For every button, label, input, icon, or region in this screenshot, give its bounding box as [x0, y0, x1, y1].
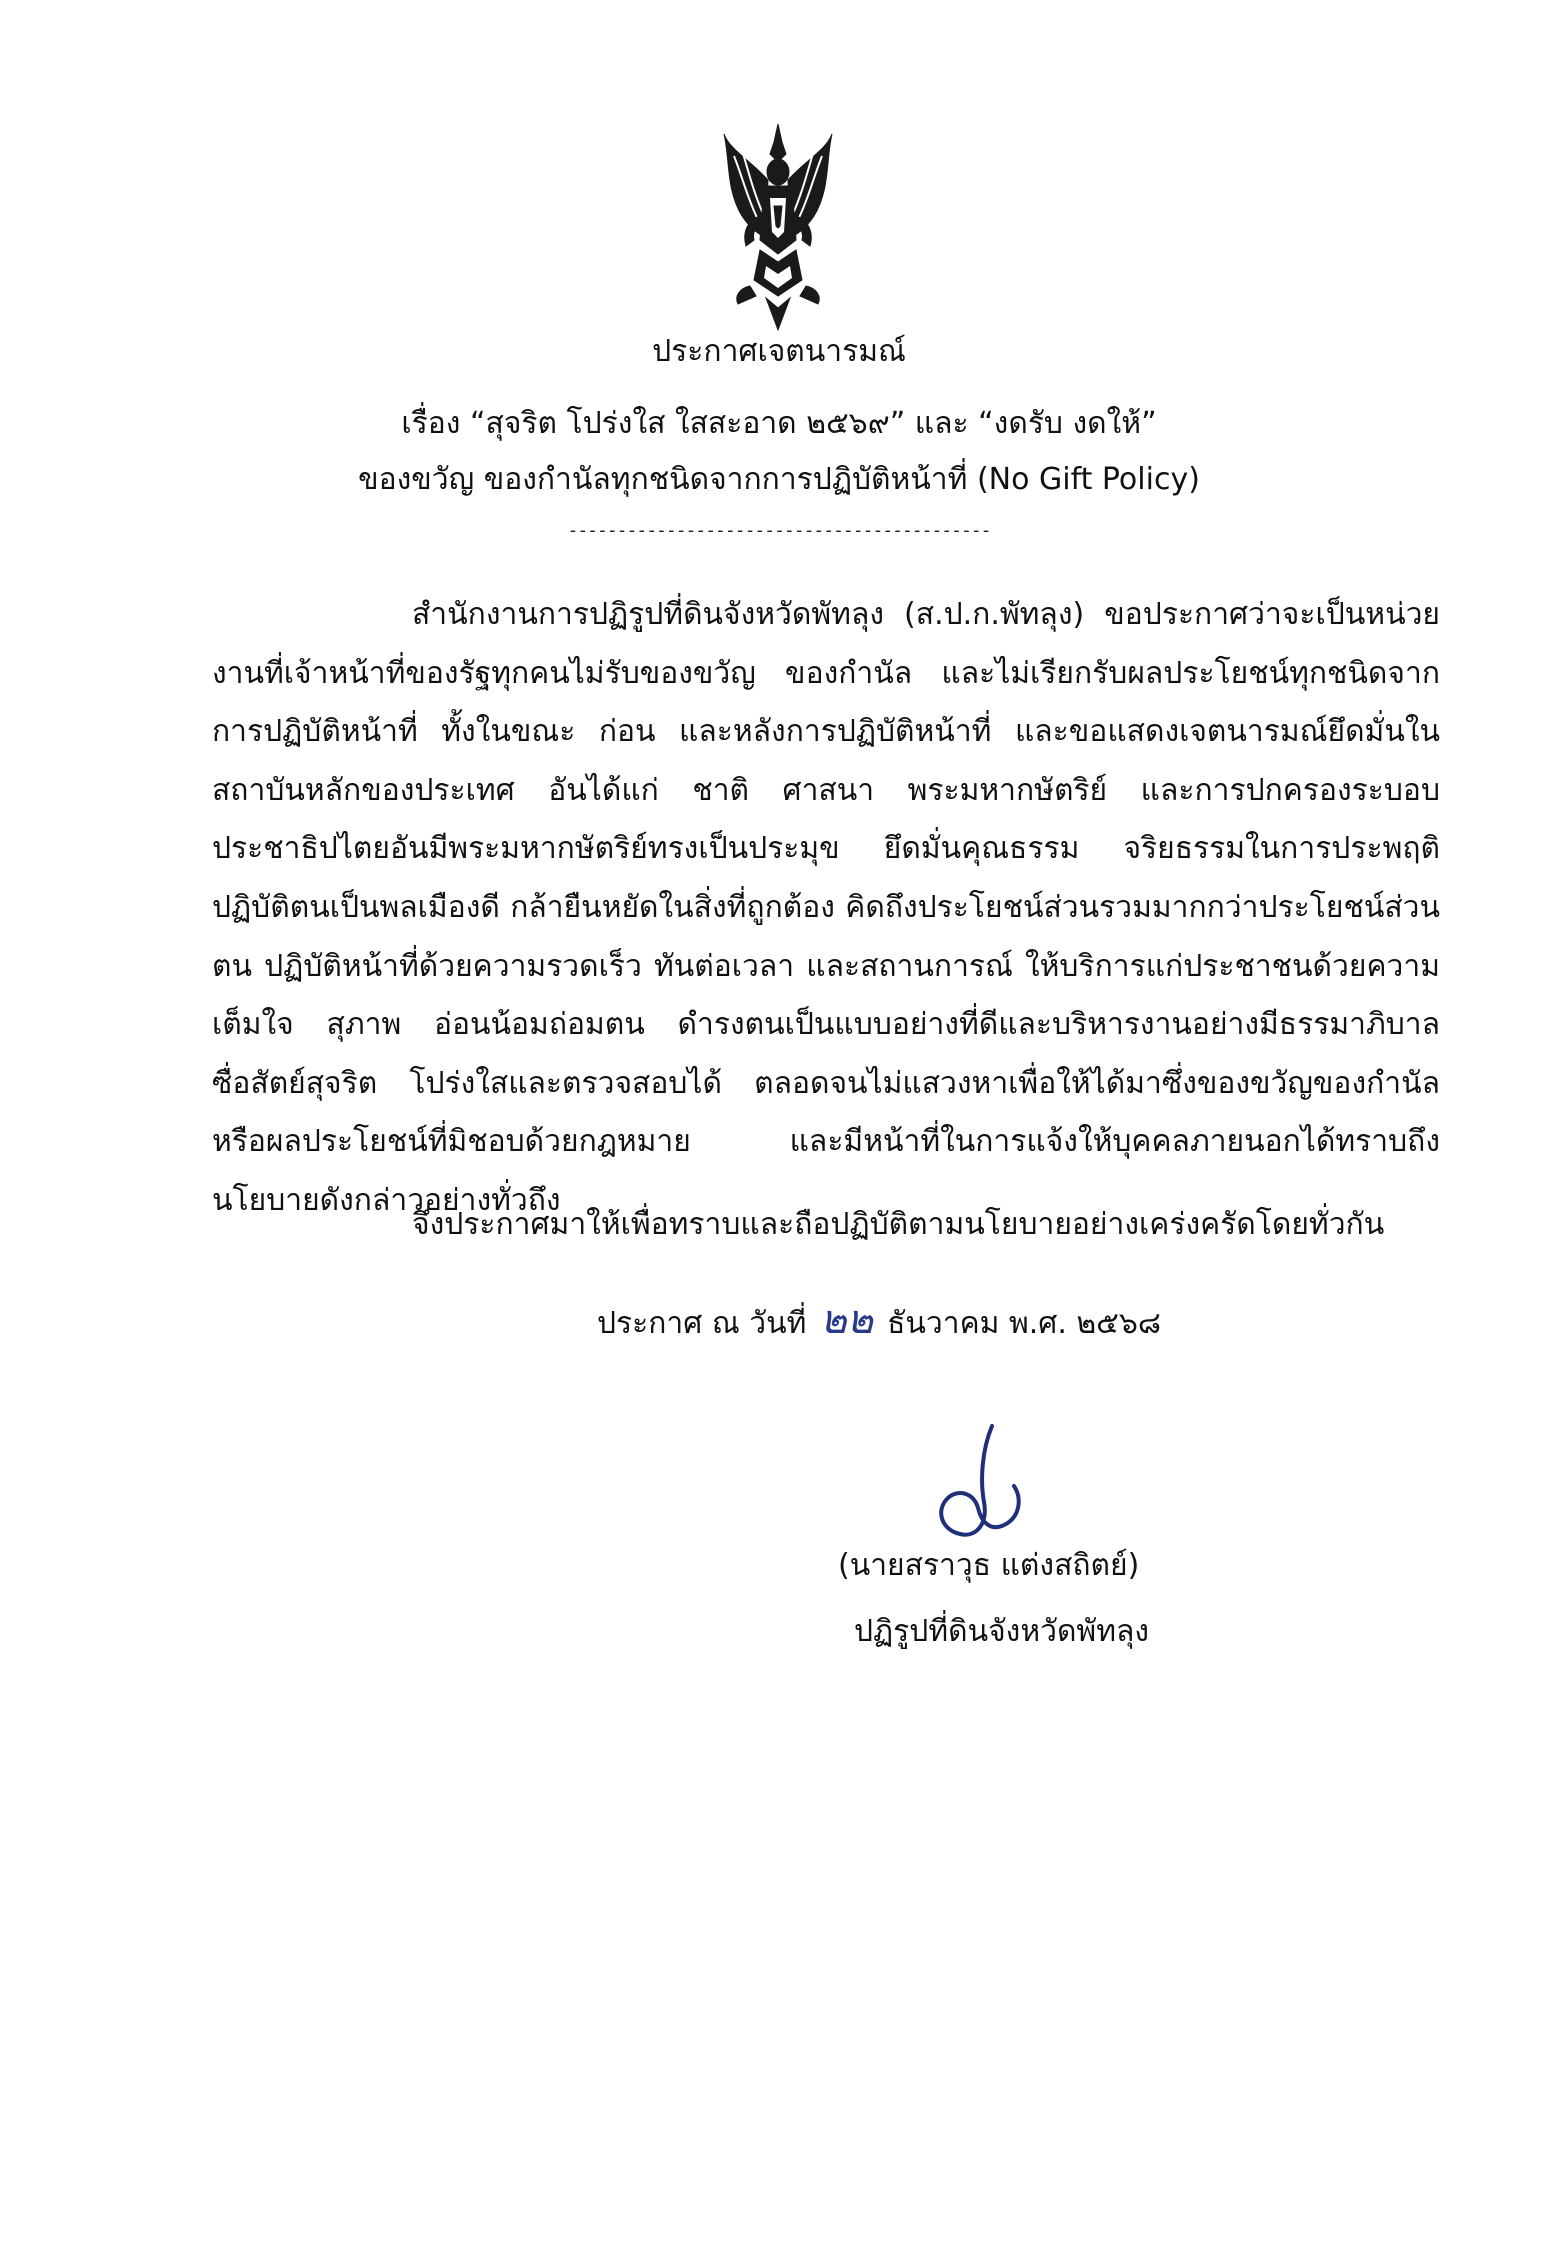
subject-line-continued: ของขวัญ ของกำนัลทุกชนิดจากการปฏิบัติหน้าที่ (No Gift Policy)	[358, 462, 1200, 497]
date-month-year: ธันวาคม พ.ศ. ๒๕๖๘	[887, 1306, 1162, 1341]
signer-name: (นายสราวุธ แต่งสถิตย์)	[838, 1548, 1140, 1583]
announcement-paragraph: สำนักงานการปฏิรูปที่ดินจังหวัดพัทลุง (ส.ป.ก.พัทลุง) ขอประกาศว่าจะเป็นหน่วยงานที่เจ้าหน้าที่ของรัฐทุกคนไม่รับของขวัญ ของกำนัล และไม่เรียกรับผลประโยชน์ทุกชนิดจากการปฏิบัติหน้าที่ ทั้งในขณะ ก่อน และหลังการปฏิบัติหน้าที่ และขอแสดงเจตนารมณ์ยึดมั่นในสถาบันหลักของประเทศ อันได้แก่ ชาติ ศาสนา พระมหากษัตริย์ และการปกครองระบอบประชาธิปไตยอันมีพระมหากษัตริย์ทรงเป็นประมุข ยึดมั่นคุณธรรม จริยธรรมในการประพฤติปฏิบัติตนเป็นพลเมืองดี กล้ายืนหยัดในสิ่งที่ถูกต้อง คิดถึงประโยชน์ส่วนรวมมากกว่าประโยชน์ส่วนตน ปฏิบัติหน้าที่ด้วยความรวดเร็ว ทันต่อเวลา และสถานการณ์ ให้บริการแก่ประชาชนด้วยความเต็มใจ สุภาพ อ่อนน้อมถ่อมตน ดำรงตนเป็นแบบอย่างที่ดีและบริหารงานอย่างมีธรรมาภิบาล ซื่อสัตย์สุจริต โปร่งใสและตรวจสอบได้ ตลอดจนไม่แสวงหาเพื่อให้ได้มาซึ่งของขวัญของกำนัล หรือผลประโยชน์ที่มิชอบด้วยกฎหมาย และมีหน้าที่ในการแจ้งให้บุคคลภายนอกได้ทราบถึงนโยบายดังกล่าวอย่างทั่วถึง	[212, 597, 1440, 1218]
divider-line: -------------------------------------------	[567, 520, 991, 541]
signer-position: ปฏิรูปที่ดินจังหวัดพัทลุง	[854, 1614, 1150, 1649]
date-day: ๒๒	[820, 1297, 874, 1343]
garuda-emblem-icon	[720, 120, 836, 332]
subject-line: เรื่อง “สุจริต โปร่งใส ใสสะอาด ๒๕๖๙” และ “งดรับ งดให้”	[401, 406, 1157, 441]
announcement-date	[597, 1297, 1162, 1344]
page-title: ประกาศเจตนารมณ์	[652, 334, 906, 369]
closing-statement: จึงประกาศมาให้เพื่อทราบและถือปฏิบัติตามนโยบายอย่างเคร่งครัดโดยทั่วกัน	[412, 1207, 1385, 1242]
date-prefix: ประกาศ ณ วันที่	[597, 1306, 807, 1341]
handwritten-signature-icon	[922, 1420, 1042, 1550]
